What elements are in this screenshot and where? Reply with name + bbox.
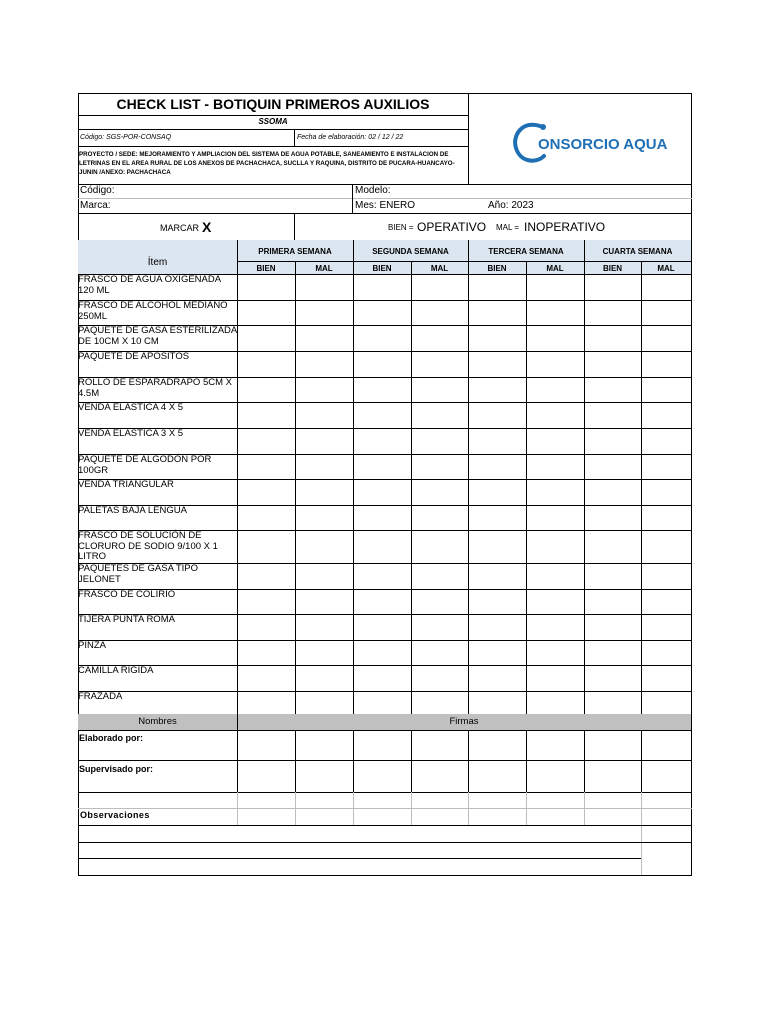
frame-right	[691, 93, 692, 875]
item-label: PAQUETE DE APÓSITOS	[78, 351, 190, 362]
column-divider	[353, 240, 354, 714]
line	[584, 792, 585, 825]
row-divider	[78, 377, 692, 378]
line	[352, 184, 353, 213]
item-label: PAQUETE DE ALGODÓN POR 100GR	[78, 454, 212, 476]
week-4-bien-header: BIEN	[602, 264, 623, 273]
row-divider	[78, 505, 692, 506]
column-divider	[295, 261, 296, 714]
week-1-bien-header: BIEN	[256, 264, 276, 273]
row-divider	[78, 691, 692, 692]
item-label: TIJERA PUNTA ROMA	[78, 614, 175, 625]
week-1-header: PRIMERA SEMANA	[258, 247, 332, 256]
line	[526, 792, 527, 825]
item-label: VENDA TRIANGULAR	[78, 479, 174, 490]
row-divider	[78, 665, 692, 666]
legend-marcar: MARCAR	[160, 223, 200, 233]
footer-nombres-header: Nombres	[138, 716, 177, 727]
week-2-header: SEGUNDA SEMANA	[372, 247, 449, 256]
line	[78, 115, 468, 116]
line	[641, 730, 642, 792]
week-4-header: CUARTA SEMANA	[602, 247, 673, 256]
field-anio: Año: 2023	[488, 200, 534, 211]
line	[641, 792, 642, 875]
item-label: VENDA ELÁSTICA 3 X 5	[78, 428, 184, 439]
item-label: FRASCO DE COLIRIO	[78, 589, 176, 600]
line	[78, 825, 692, 826]
project-line-3: JUNIN /ANEXO: PACHACHACA	[79, 169, 171, 176]
line	[295, 730, 296, 792]
item-label: CAMILLA RÍGIDA	[78, 665, 154, 676]
row-divider	[78, 589, 692, 590]
line	[294, 213, 295, 240]
column-divider	[584, 240, 585, 714]
frame-top	[78, 93, 692, 94]
line	[78, 129, 468, 130]
legend-bien-label: BIEN =	[388, 223, 414, 232]
line	[78, 213, 692, 214]
supervisado-label: Supervisado por:	[79, 764, 154, 774]
item-label: FRASCO DE ALCOHOL MEDIANO 250ML	[78, 300, 228, 322]
logo-divider	[468, 93, 469, 184]
legend-mal-value: INOPERATIVO	[524, 220, 606, 234]
page-title: CHECK LIST - BOTIQUIN PRIMEROS AUXILIOS	[116, 96, 430, 112]
row-divider	[78, 325, 692, 326]
item-label: FRAZADA	[78, 691, 123, 702]
line	[78, 842, 692, 843]
line	[78, 808, 692, 809]
field-mes: Mes: ENERO	[355, 200, 416, 211]
legend-bien-value: OPERATIVO	[417, 220, 487, 234]
week-3-bien-header: BIEN	[487, 264, 507, 273]
column-divider	[237, 240, 238, 714]
line	[78, 198, 692, 199]
observaciones-label: Observaciones	[80, 810, 150, 820]
week-3-mal-header: MAL	[546, 264, 564, 273]
project-line-1: PROYECTO / SEDE: MEJORAMIENTO Y AMPLIACION DEL SISTEMA DE AGUA POTABLE, SANEAMIENTO E INSTALACION DE	[79, 151, 449, 158]
line	[78, 792, 692, 793]
line	[584, 730, 585, 792]
row-divider	[78, 530, 692, 531]
legend-mal-label: MAL =	[496, 223, 520, 232]
item-label: ROLLO DE ESPARADRAPO 5CM X 4.5M	[78, 377, 232, 399]
field-marca: Marca:	[80, 200, 111, 211]
line	[78, 146, 468, 147]
item-label: PAQUETE DE GASA ESTERILIZADA DE 10CM X 10 CM	[78, 325, 237, 347]
week-2-mal-header: MAL	[430, 264, 449, 273]
line	[468, 792, 469, 825]
line	[353, 730, 354, 792]
logo-text: ONSORCIO AQUA	[538, 136, 668, 153]
document-code: Código: SGS-POR-CONSAQ	[80, 134, 172, 141]
line	[353, 792, 354, 825]
line	[237, 730, 238, 792]
column-divider	[468, 240, 469, 714]
row-divider	[78, 640, 692, 641]
item-label: FRASCO DE SOLUCIÓN DE CLORURO DE SODIO 9/100 X 1 LITRO	[78, 530, 218, 562]
line	[411, 730, 412, 792]
week-3-header: TERCERA SEMANA	[488, 247, 564, 256]
row-divider	[78, 428, 692, 429]
line	[78, 760, 692, 761]
line	[295, 792, 296, 825]
row-divider	[78, 351, 692, 352]
elaborado-label: Elaborado por:	[79, 733, 144, 743]
item-label: PALETAS BAJA LENGUA	[78, 505, 187, 516]
line	[411, 792, 412, 825]
row-divider	[78, 300, 692, 301]
row-divider	[78, 479, 692, 480]
elaboration-date: Fecha de elaboración: 02 / 12 / 22	[297, 134, 404, 141]
row-divider	[78, 614, 692, 615]
line	[237, 792, 238, 825]
frame-bottom	[78, 875, 692, 876]
field-modelo: Modelo:	[355, 185, 391, 196]
item-label: FRASCO DE AGUA OXIGENADA 120 ML	[78, 274, 221, 296]
line	[294, 129, 295, 146]
week-2-bien-header: BIEN	[372, 264, 392, 273]
row-divider	[78, 402, 692, 403]
field-codigo: Código:	[80, 185, 115, 196]
item-label: PAQUETES DE GASA TIPO JELONET	[78, 563, 199, 585]
line	[237, 714, 238, 730]
line	[78, 730, 692, 731]
line	[78, 858, 641, 859]
item-label: VENDA ELÁSTICA 4 X 5	[78, 402, 184, 413]
week-1-mal-header: MAL	[315, 264, 333, 273]
line	[237, 261, 691, 262]
column-divider	[411, 261, 412, 714]
footer-firmas-header: Firmas	[449, 716, 479, 727]
item-label: PINZA	[78, 640, 106, 651]
line	[468, 730, 469, 792]
page-subtitle: SSOMA	[258, 117, 288, 126]
week-4-mal-header: MAL	[657, 264, 675, 273]
item-column-header: Ítem	[147, 257, 168, 268]
row-divider	[78, 454, 692, 455]
project-line-2: LETRINAS EN EL AREA RURAL DE LOS ANEXOS DE PACHACHACA, SUCLLA Y RAQUINA, DISTRITO DE PUCARA-HUANCAYO-	[79, 160, 455, 167]
row-divider	[78, 563, 692, 564]
column-divider	[526, 261, 527, 714]
column-divider	[641, 261, 642, 714]
line	[526, 730, 527, 792]
legend-marcar-symbol: X	[202, 219, 212, 235]
